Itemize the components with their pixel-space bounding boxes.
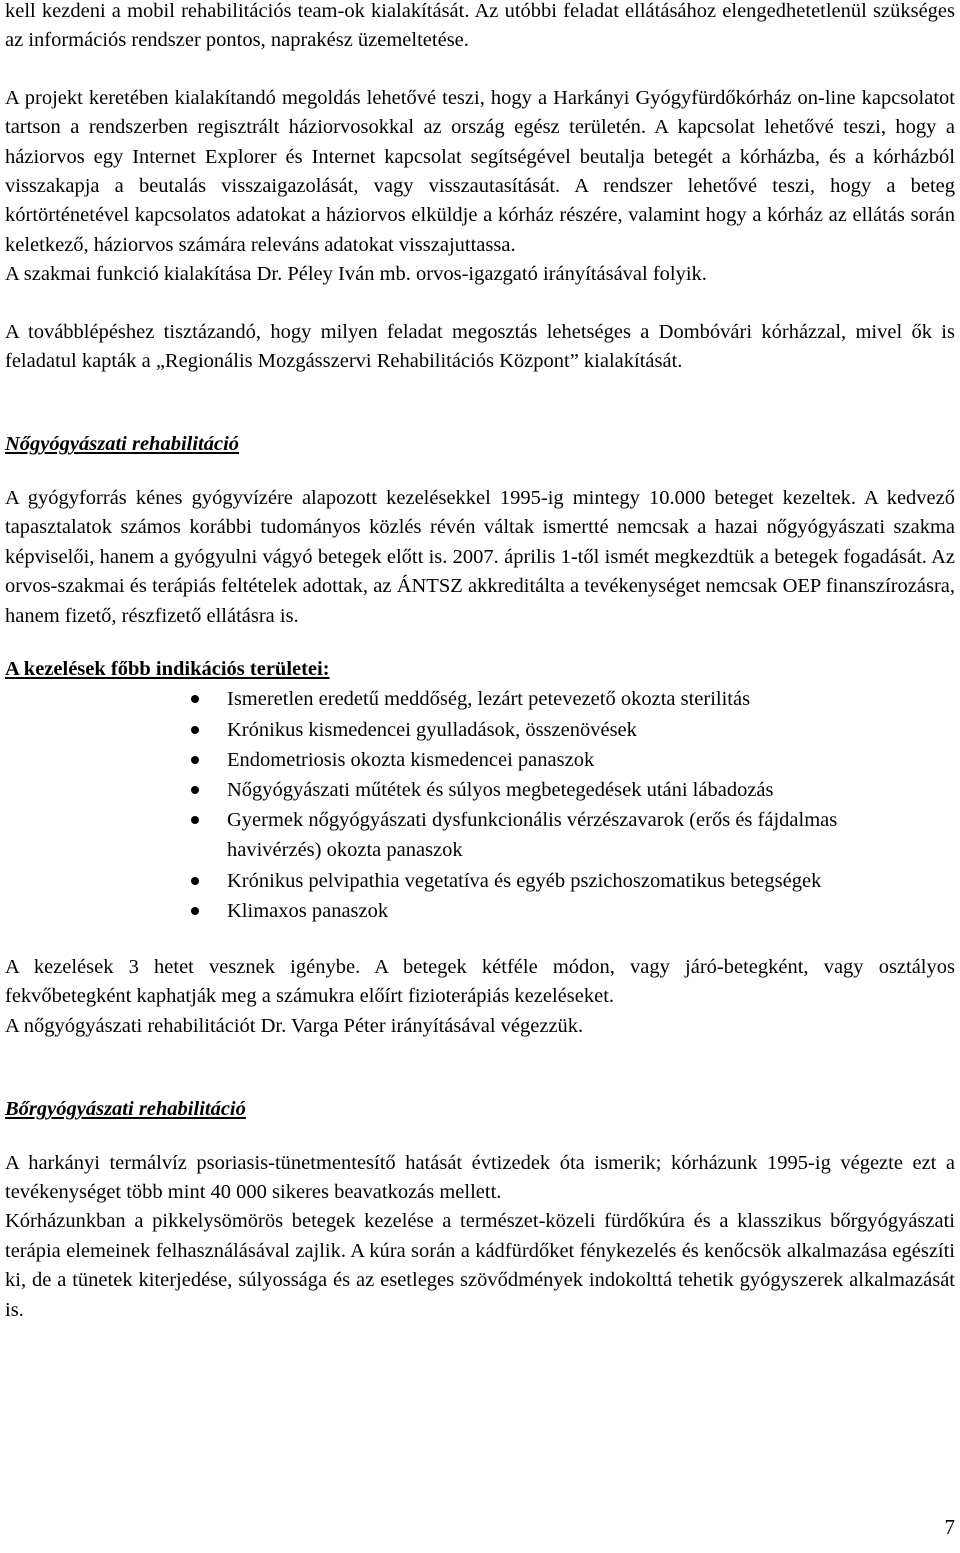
list-item: Gyermek nőgyógyászati dysfunkcionális vérzészavarok (erős és fájdalmas havivérzés) okozta panaszok: [5, 805, 867, 865]
gyn-section-heading: Nőgyógyászati rehabilitáció: [5, 433, 240, 456]
bullet-icon: [191, 695, 199, 703]
list-item: Krónikus pelvipathia vegetatíva és egyéb pszichoszomatikus betegségek: [5, 866, 867, 896]
bullet-icon: [191, 816, 199, 824]
indications-heading: A kezelések főbb indikációs területei:: [5, 657, 330, 680]
derm-paragraph-1: A harkányi termálvíz psoriasis-tünetmentesítő hatását évtizedek óta ismerik; kórházunk 1995-ig végezte ezt a tevékenységet több mint 40 000 sikeres beavatkozás mellett.: [5, 1151, 955, 1203]
document-page: [5, 0, 955, 1325]
list-item: Ismeretlen eredetű meddőség, lezárt petevezető okozta sterilitás: [5, 684, 867, 714]
bullet-icon: [191, 786, 199, 794]
gyn-paragraph-2: A kezelések 3 hetet vesznek igénybe. A betegek kétféle módon, vagy járó-betegként, vagy osztályos fekvőbetegként kaphatják meg a számukra előírt fizioterápiás kezeléseket.: [5, 955, 955, 1008]
intro-paragraph-2: A projekt keretében kialakítandó megoldás lehetővé teszi, hogy a Harkányi Gyógyfürdőkórház on-line kapcsolatot tartson a rendszerben regisztrált háziorvosokkal az ország egész területén. A kapcsolat lehetővé teszi, hogy a háziorvos egy Internet Explorer és Internet kapcsolat segítségével beutalja betegét a kórházba, és a kórházból visszakapja a beutalás visszaigazolását, vagy visszautasítását. A rendszer lehetővé teszi, hogy a beteg kórtörténetével kapcsolatos adatokat a háziorvos elküldje a kórház részére, valamint hogy a kórház az ellátás során keletkező, háziorvos számára releváns adatokat visszajuttassa.: [5, 86, 955, 256]
derm-section-heading: Bőrgyógyászati rehabilitáció: [5, 1098, 246, 1121]
bullet-icon: [191, 756, 199, 764]
list-item: Endometriosis okozta kismedencei panaszok: [5, 745, 867, 775]
gyn-paragraph-1: A gyógyforrás kénes gyógyvízére alapozott kezelésekkel 1995-ig mintegy 10.000 beteget kezeltek. A kedvező tapasztalatok számos korábbi tudományos közlés révén váltak ismertté nemcsak a hazai nőgyógyászati szakma képviselői, hanem a gyógyulni vágyó betegek előtt is. 2007. április 1-től ismét megkezdtük a betegek fogadását. Az orvos-szakmai és terápiás feltételek adottak, az ÁNTSZ akkreditálta a tevékenységet nemcsak OEP finanszírozásra, hanem fizető, részfizető ellátásra is.: [5, 486, 955, 627]
indications-list: [5, 684, 955, 926]
list-item: Krónikus kismedencei gyulladások, összenövések: [5, 715, 867, 745]
intro-paragraph-3: A továbblépéshez tisztázandó, hogy milyen feladat megosztás lehetséges a Dombóvári kórházzal, mivel ők is feladatul kapták a „Regionális Mozgásszervi Rehabilitációs Központ” kialakítását.: [5, 320, 955, 373]
gyn-paragraph-2-closing: A nőgyógyászati rehabilitációt Dr. Varga Péter irányításával végezzük.: [5, 1014, 584, 1037]
list-item: Klimaxos panaszok: [5, 896, 867, 926]
bullet-icon: [191, 726, 199, 734]
bullet-icon: [191, 907, 199, 915]
derm-paragraph-2: Kórházunkban a pikkelysömörös betegek kezelése a természet-közeli fürdőkúra és a klasszikus bőrgyógyászati terápia elemeinek felhasználásával zajlik. A kúra során a kádfürdőket fénykezelés és kenőcsök alkalmazása egészíti ki, de a tünetek kiterjedése, súlyossága és az esetleges szövődmények indokolttá tehetik gyógyszerek alkalmazását is.: [5, 1210, 955, 1321]
intro-paragraph-1: kell kezdeni a mobil rehabilitációs team-ok kialakítását. Az utóbbi feladat ellátásához elengedhetetlenül szükséges az információs rendszer pontos, naprakész üzemeltetése.: [5, 0, 955, 52]
page-number: 7: [944, 1515, 955, 1539]
list-item: Nőgyógyászati műtétek és súlyos megbetegedések utáni lábadozás: [5, 775, 867, 805]
bullet-icon: [191, 877, 199, 885]
intro-paragraph-2-closing: A szakmai funkció kialakítása Dr. Péley Iván mb. orvos-igazgató irányításával folyik.: [5, 263, 707, 286]
